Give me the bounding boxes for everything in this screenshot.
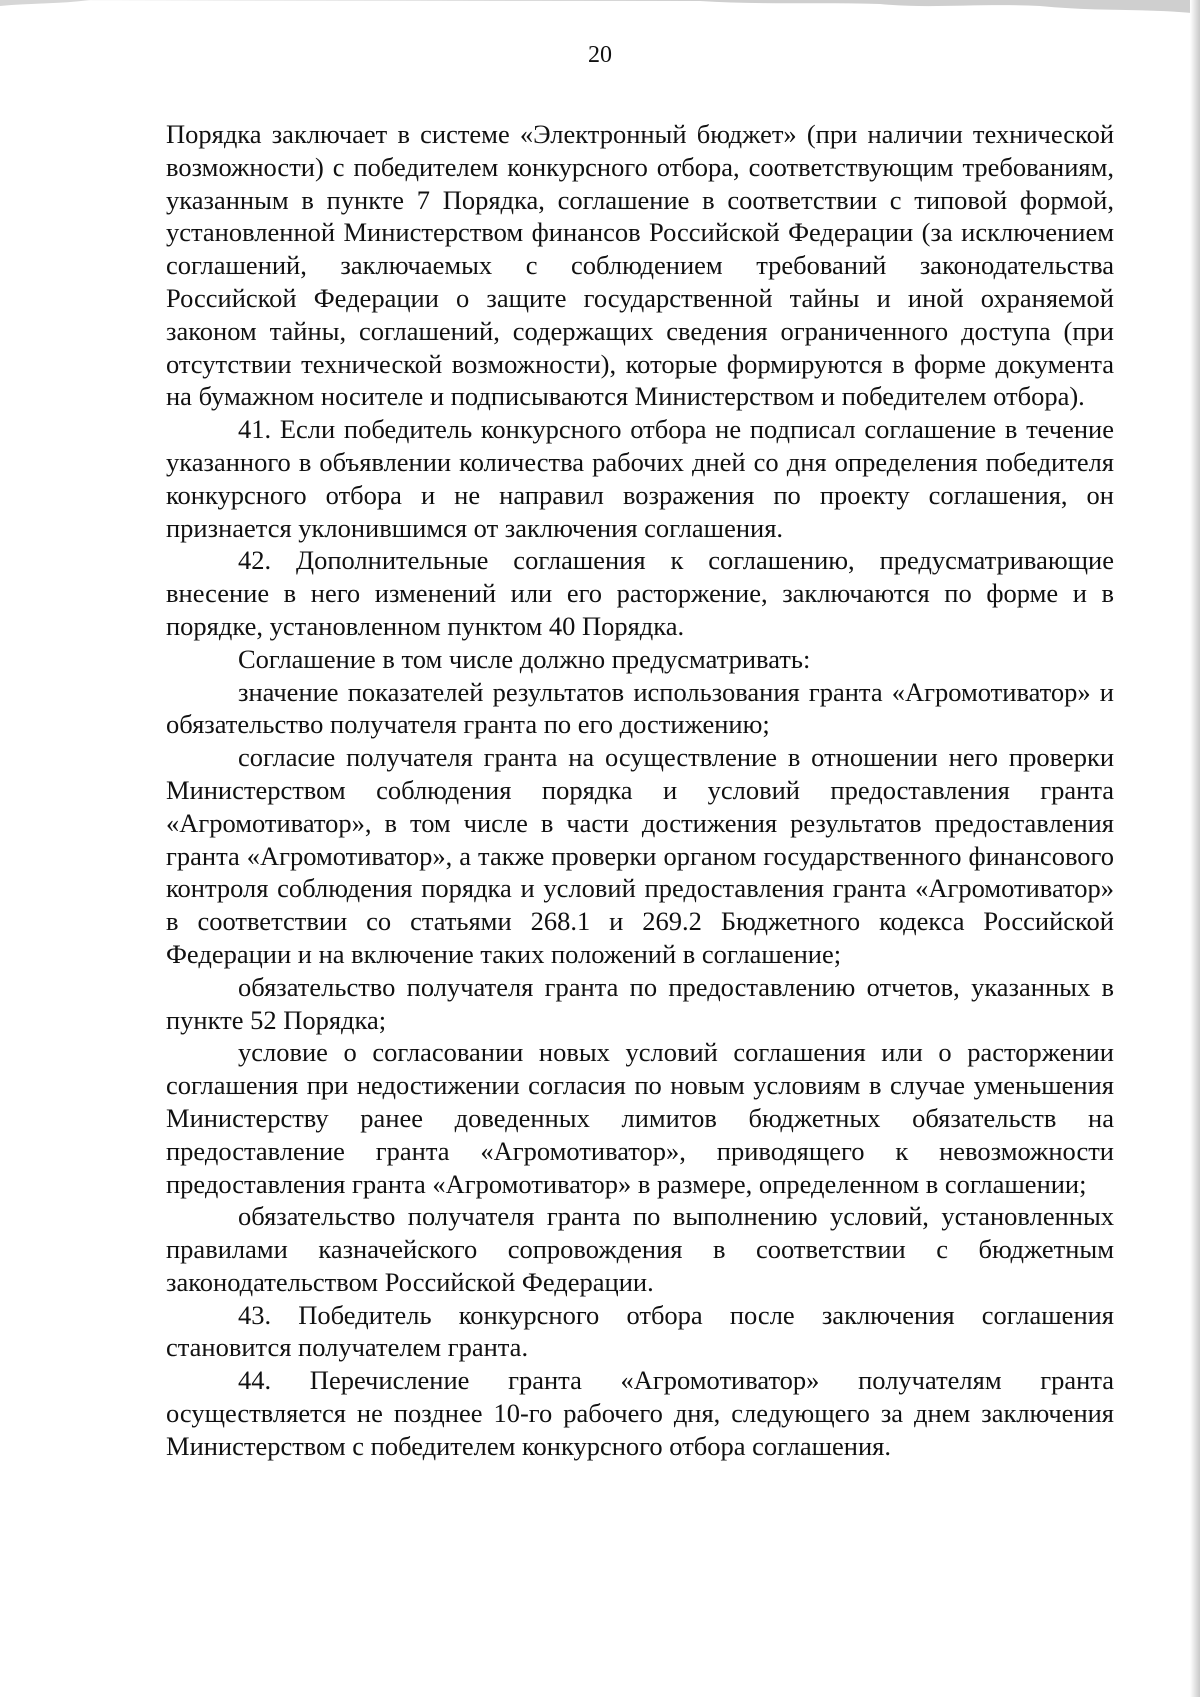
paragraph-item-42: 42. Дополнительные соглашения к соглашению, предусматривающие внесение в него изменений или его расторжение, заключаются по форме и в порядке, установленном пунктом 40 Порядка. xyxy=(166,545,1114,641)
paragraph-condition-indicators: значение показателей результатов использования гранта «Агромотиватор» и обязательство получателя гранта по его достижению; xyxy=(166,676,1114,740)
paragraph-condition-new-terms: условие о согласовании новых условий соглашения или о расторжении соглашения при недостижении согласия по новым условиям в случае уменьшения Министерству ранее доведенных лимитов бюджетных обязательств на предоставление гранта «Агромотиватор», приводящего к невозможности предоставления гранта «Агромотиватор» в размере, определенном в соглашении; xyxy=(166,1037,1114,1199)
paragraph-continuation: Порядка заключает в системе «Электронный бюджет» (при наличии технической возможности) с победителем конкурсного отбора, соответствующим требованиям, указанным в пункте 7 Порядка, соглашение в соответствии с типовой формой, установленной Министерством финансов Российской Федерации (за исключением соглашений, заключаемых с соблюдением требований законодательства Российской Федерации о защите государственной тайны и иной охраняемой законом тайны, соглашений, содержащих сведения ограниченного доступа (при отсутствии технической возможности), которые формируются в форме документа на бумажном носителе и подписываются Министерством и победителем отбора). xyxy=(166,119,1114,412)
paragraph-condition-consent: согласие получателя гранта на осуществление в отношении него проверки Министерством соблюдения порядка и условий предоставления гранта «Агромотиватор», в том числе в части достижения результатов предоставления гранта «Агромотиватор», а также проверки органом государственного финансового контроля соблюдения порядка и условий предоставления гранта «Агромотиватор» в соответствии со статьями 268.1 и 269.2 Бюджетного кодекса Российской Федерации и на включение таких положений в соглашение; xyxy=(166,742,1114,969)
paragraph-condition-reports: обязательство получателя гранта по предоставлению отчетов, указанных в пункте 52 Порядка; xyxy=(166,971,1114,1035)
document-body xyxy=(166,118,1114,1463)
paragraph-item-44: 44. Перечисление гранта «Агромотиватор» получателям гранта осуществляется не позднее 10-го рабочего дня, следующего за днем заключения Министерством с победителем конкурсного отбора соглашения. xyxy=(166,1365,1114,1461)
scan-shadow-top xyxy=(0,0,1200,22)
page-number: 20 xyxy=(588,42,612,68)
scan-shadow-right xyxy=(1190,0,1200,1697)
paragraph-agreement-intro: Соглашение в том числе должно предусматривать: xyxy=(238,643,811,674)
paragraph-condition-treasury: обязательство получателя гранта по выполнению условий, установленных правилами казначейского сопровождения в соответствии с бюджетным законодательством Российской Федерации. xyxy=(166,1201,1114,1297)
paragraph-item-41: 41. Если победитель конкурсного отбора не подписал соглашение в течение указанного в объявлении количества рабочих дней со дня определения победителя конкурсного отбора и не направил возражения по проекту соглашения, он признается уклонившимся от заключения соглашения. xyxy=(166,414,1114,543)
paragraph-item-43: 43. Победитель конкурсного отбора после заключения соглашения становится получателем гранта. xyxy=(166,1299,1114,1363)
